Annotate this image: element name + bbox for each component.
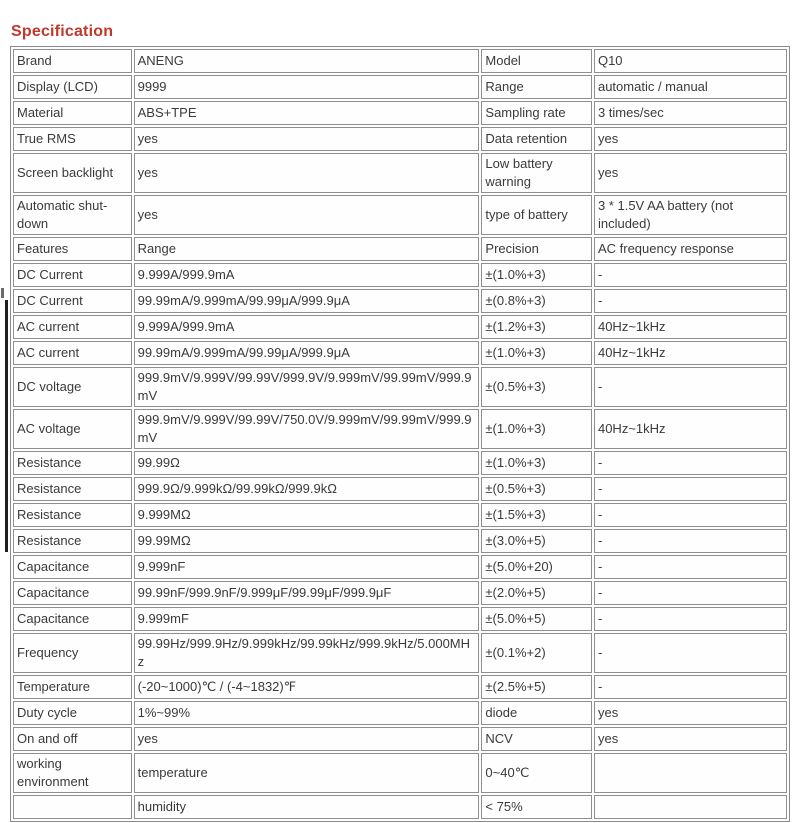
spec-label-cell: type of battery	[481, 195, 592, 235]
table-row	[13, 49, 787, 73]
spec-label-cell: ±(1.0%+3)	[481, 341, 592, 365]
table-row	[13, 101, 787, 125]
spec-label-cell: ±(0.5%+3)	[481, 477, 592, 501]
spec-label-cell: Sampling rate	[481, 101, 592, 125]
spec-value-cell: 999.9mV/9.999V/99.99V/750.0V/9.999mV/99.99mV/999.9mV	[134, 409, 480, 449]
spec-label-cell: Resistance	[13, 503, 132, 527]
table-row	[13, 753, 787, 793]
spec-label-cell: Precision	[481, 237, 592, 261]
spec-label-cell: diode	[481, 701, 592, 725]
spec-label-cell: ±(1.0%+3)	[481, 409, 592, 449]
spec-value-cell: 3 times/sec	[594, 101, 787, 125]
spec-label-cell: Low battery warning	[481, 153, 592, 193]
spec-value-cell: automatic / manual	[594, 75, 787, 99]
spec-value-cell: yes	[594, 127, 787, 151]
spec-value-cell: yes	[134, 153, 480, 193]
spec-value-cell: yes	[594, 153, 787, 193]
spec-label-cell: Model	[481, 49, 592, 73]
spec-value-cell: -	[594, 555, 787, 579]
spec-value-cell: -	[594, 607, 787, 631]
table-row	[13, 75, 787, 99]
spec-value-cell: ABS+TPE	[134, 101, 480, 125]
spec-label-cell: Material	[13, 101, 132, 125]
table-row	[13, 633, 787, 673]
spec-label-cell: Automatic shut-down	[13, 195, 132, 235]
spec-label-cell: Brand	[13, 49, 132, 73]
spec-value-cell: 999.9mV/9.999V/99.99V/999.9V/9.999mV/99.99mV/999.9mV	[134, 367, 480, 407]
spec-value-cell: 1%~99%	[134, 701, 480, 725]
spec-label-cell: Resistance	[13, 529, 132, 553]
spec-label-cell: ±(1.2%+3)	[481, 315, 592, 339]
table-row	[13, 701, 787, 725]
table-row	[13, 341, 787, 365]
spec-value-cell: (-20~1000)℃ / (-4~1832)℉	[134, 675, 480, 699]
table-row	[13, 367, 787, 407]
spec-label-cell: Frequency	[13, 633, 132, 673]
table-row	[13, 409, 787, 449]
spec-label-cell: Range	[481, 75, 592, 99]
spec-table	[10, 46, 790, 822]
spec-label-cell: ±(2.0%+5)	[481, 581, 592, 605]
spec-value-cell: 9.999mF	[134, 607, 480, 631]
spec-label-cell: Screen backlight	[13, 153, 132, 193]
spec-label-cell: Resistance	[13, 451, 132, 475]
spec-value-cell: -	[594, 503, 787, 527]
spec-value-cell: 9999	[134, 75, 480, 99]
spec-value-cell: -	[594, 581, 787, 605]
table-row	[13, 127, 787, 151]
spec-value-cell: -	[594, 289, 787, 313]
spec-label-cell: Temperature	[13, 675, 132, 699]
spec-value-cell: 99.99MΩ	[134, 529, 480, 553]
table-row	[13, 529, 787, 553]
spec-value-cell: -	[594, 263, 787, 287]
spec-value-cell: yes	[134, 195, 480, 235]
spec-label-cell: ±(1.0%+3)	[481, 451, 592, 475]
specification-page	[0, 23, 800, 823]
spec-value-cell: 9.999MΩ	[134, 503, 480, 527]
spec-value-cell: 9.999A/999.9mA	[134, 315, 480, 339]
spec-value-cell: yes	[594, 701, 787, 725]
table-row	[13, 795, 787, 819]
spec-value-cell: -	[594, 477, 787, 501]
spec-value-cell: 99.99mA/9.999mA/99.99μA/999.9μA	[134, 289, 480, 313]
spec-value-cell: 9.999nF	[134, 555, 480, 579]
spec-value-cell: yes	[594, 727, 787, 751]
table-row	[13, 289, 787, 313]
spec-value-cell: AC frequency response	[594, 237, 787, 261]
spec-label-cell: NCV	[481, 727, 592, 751]
spec-label-cell: Capacitance	[13, 581, 132, 605]
page-title: Specification	[11, 23, 114, 40]
table-row	[13, 477, 787, 501]
spec-table-body	[13, 49, 787, 819]
spec-label-cell: Capacitance	[13, 607, 132, 631]
left-artifact-notch	[1, 288, 4, 298]
table-row	[13, 451, 787, 475]
spec-label-cell: ±(0.8%+3)	[481, 289, 592, 313]
spec-value-cell: -	[594, 367, 787, 407]
spec-label-cell: On and off	[13, 727, 132, 751]
table-row	[13, 675, 787, 699]
table-row	[13, 503, 787, 527]
spec-label-cell: < 75%	[481, 795, 592, 819]
spec-value-cell: -	[594, 529, 787, 553]
spec-label-cell: AC current	[13, 315, 132, 339]
spec-label-cell: ±(2.5%+5)	[481, 675, 592, 699]
spec-label-cell: ±(5.0%+20)	[481, 555, 592, 579]
spec-label-cell: ±(3.0%+5)	[481, 529, 592, 553]
table-row	[13, 153, 787, 193]
spec-value-cell: 40Hz~1kHz	[594, 315, 787, 339]
spec-label-cell: True RMS	[13, 127, 132, 151]
spec-value-cell: Range	[134, 237, 480, 261]
spec-value-cell	[594, 795, 787, 819]
spec-label-cell: Features	[13, 237, 132, 261]
table-row	[13, 727, 787, 751]
spec-value-cell: 3 * 1.5V AA battery (not included)	[594, 195, 787, 235]
table-row	[13, 555, 787, 579]
spec-value-cell: temperature	[134, 753, 480, 793]
table-row	[13, 607, 787, 631]
spec-value-cell: 99.99nF/999.9nF/9.999μF/99.99μF/999.9μF	[134, 581, 480, 605]
spec-label-cell: Capacitance	[13, 555, 132, 579]
spec-value-cell: ANENG	[134, 49, 480, 73]
spec-label-cell: 0~40℃	[481, 753, 592, 793]
spec-value-cell: 40Hz~1kHz	[594, 341, 787, 365]
table-row	[13, 263, 787, 287]
spec-label-cell: DC Current	[13, 263, 132, 287]
spec-value-cell: 999.9Ω/9.999kΩ/99.99kΩ/999.9kΩ	[134, 477, 480, 501]
spec-value-cell: yes	[134, 727, 480, 751]
spec-value-cell: yes	[134, 127, 480, 151]
spec-label-cell: Duty cycle	[13, 701, 132, 725]
spec-value-cell: 99.99mA/9.999mA/99.99μA/999.9μA	[134, 341, 480, 365]
spec-value-cell: humidity	[134, 795, 480, 819]
left-artifact-bar	[5, 300, 8, 552]
spec-value-cell: -	[594, 675, 787, 699]
table-row	[13, 237, 787, 261]
spec-label-cell: Resistance	[13, 477, 132, 501]
spec-label-cell: Data retention	[481, 127, 592, 151]
spec-value-cell: Q10	[594, 49, 787, 73]
spec-value-cell: 40Hz~1kHz	[594, 409, 787, 449]
spec-label-cell: DC voltage	[13, 367, 132, 407]
spec-label-cell: working environment	[13, 753, 132, 793]
spec-label-cell: AC voltage	[13, 409, 132, 449]
table-row	[13, 195, 787, 235]
spec-label-cell: AC current	[13, 341, 132, 365]
spec-label-cell: ±(0.5%+3)	[481, 367, 592, 407]
spec-label-cell: DC Current	[13, 289, 132, 313]
spec-label-cell: ±(1.5%+3)	[481, 503, 592, 527]
spec-value-cell	[594, 753, 787, 793]
spec-value-cell: 99.99Hz/999.9Hz/9.999kHz/99.99kHz/999.9kHz/5.000MHz	[134, 633, 480, 673]
spec-label-cell: ±(0.1%+2)	[481, 633, 592, 673]
spec-value-cell: -	[594, 633, 787, 673]
table-row	[13, 315, 787, 339]
spec-label-cell: ±(1.0%+3)	[481, 263, 592, 287]
spec-value-cell: -	[594, 451, 787, 475]
spec-label-cell: ±(5.0%+5)	[481, 607, 592, 631]
spec-label-cell	[13, 795, 132, 819]
spec-value-cell: 99.99Ω	[134, 451, 480, 475]
table-row	[13, 581, 787, 605]
spec-label-cell: Display (LCD)	[13, 75, 132, 99]
spec-value-cell: 9.999A/999.9mA	[134, 263, 480, 287]
